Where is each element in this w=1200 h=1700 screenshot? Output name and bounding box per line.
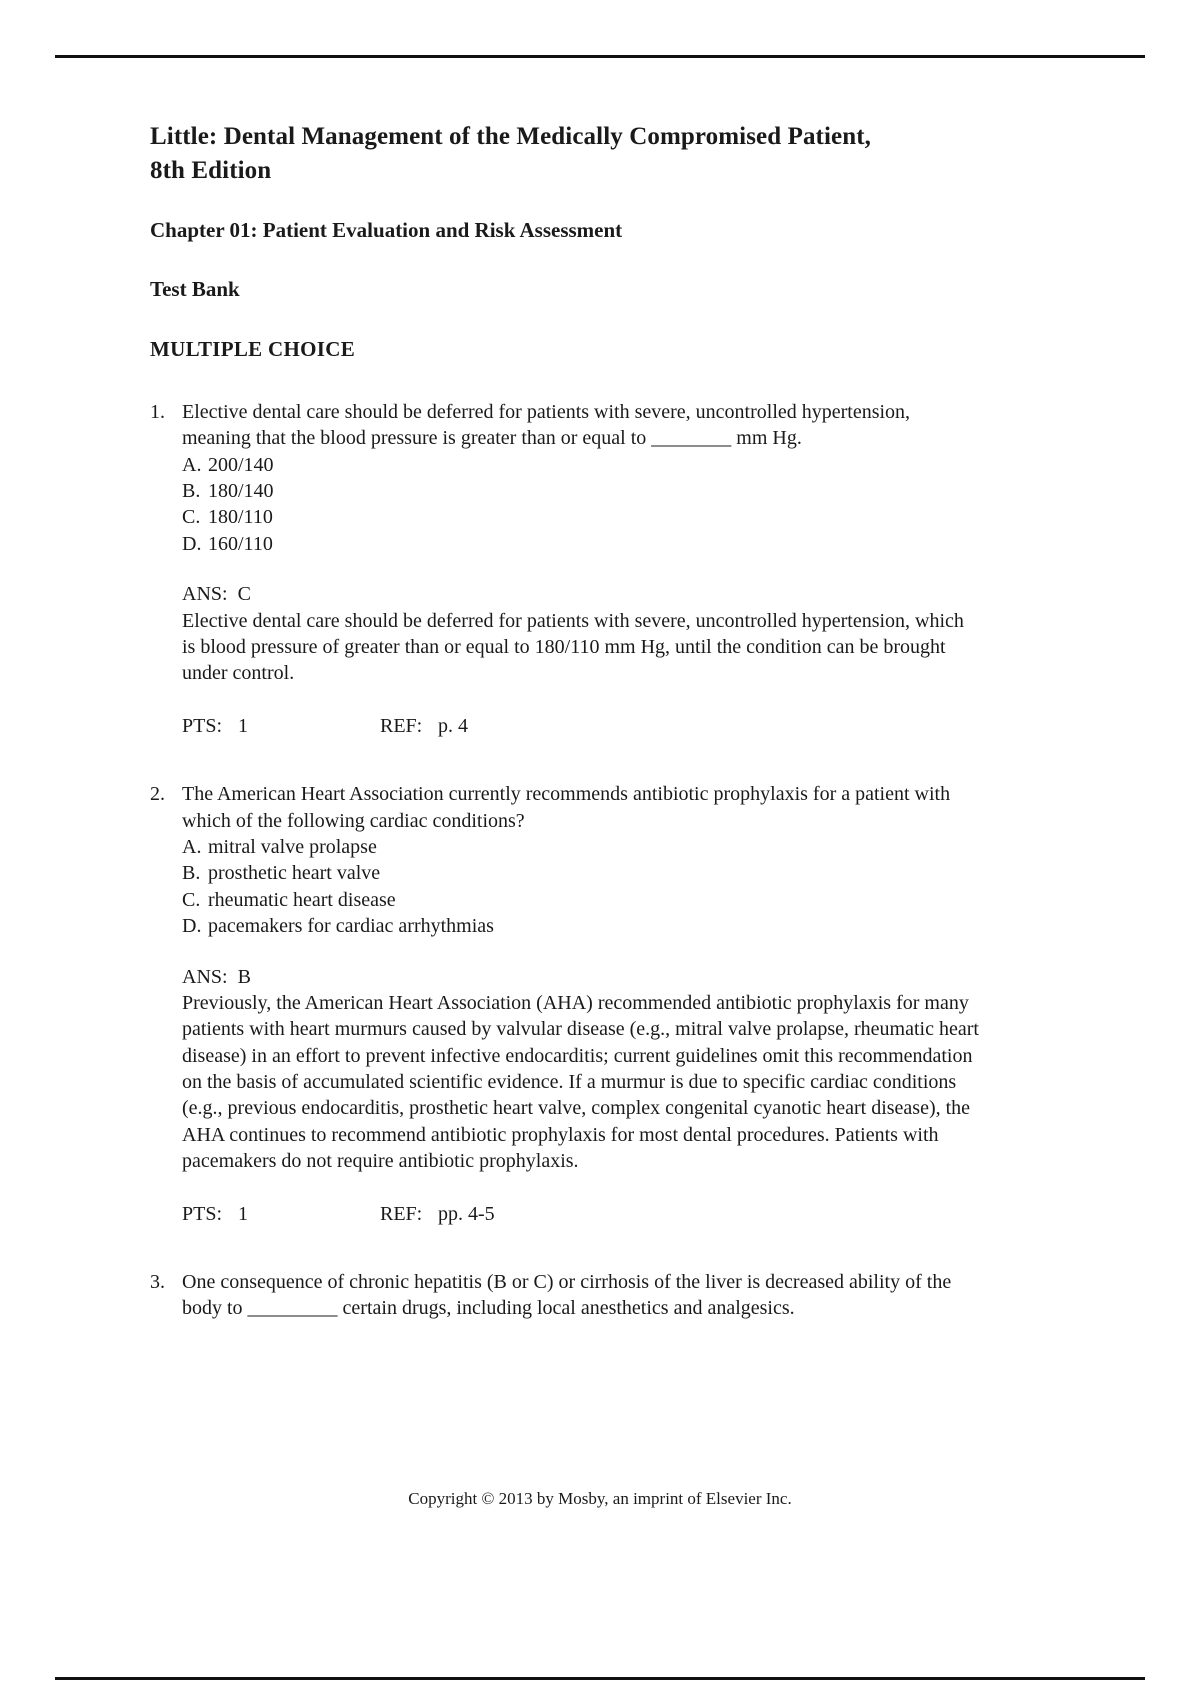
page-footer — [0, 1488, 1200, 1510]
points-reference-row — [182, 1175, 980, 1227]
answer-value: B — [237, 965, 251, 988]
option-text: rheumatic heart disease — [208, 888, 396, 911]
option-letter: A. — [182, 453, 202, 476]
question-stem: The American Heart Association currently recommends antibiotic prophylaxis for a patient with which of the following cardiac conditions? — [182, 783, 951, 832]
question-stem: Elective dental care should be deferred for patients with severe, uncontrolled hypertension, meaning that the blood pressure is greater than or equal to ________ mm Hg. — [182, 400, 911, 450]
option-letter: C. — [182, 888, 201, 911]
question-body — [182, 781, 980, 939]
answer-line — [182, 581, 980, 607]
option-item[interactable] — [182, 452, 980, 478]
reference-value: pp. 4-5 — [438, 1202, 495, 1225]
option-item[interactable] — [182, 860, 980, 886]
header-rule — [55, 55, 1145, 58]
option-text: 180/110 — [208, 506, 273, 529]
points-reference-row — [182, 687, 980, 739]
title-line-2: 8th Edition — [150, 156, 272, 184]
option-text: prosthetic heart valve — [208, 862, 381, 885]
points-label: PTS: — [182, 1202, 223, 1225]
option-item[interactable] — [182, 834, 980, 860]
points-value: 1 — [238, 714, 248, 737]
answer-label: ANS: — [182, 965, 228, 988]
question-spacer — [150, 747, 980, 781]
test-bank-label: Test Bank — [150, 277, 240, 302]
copyright-text: Copyright © 2013 by Mosby, an imprint of Elsevier Inc. — [408, 1489, 792, 1508]
points-label: PTS: — [182, 714, 223, 737]
question-row — [150, 1269, 980, 1322]
answer-rationale: Previously, the American Heart Association (AHA) recommended antibiotic prophylaxis for many patients with heart murmurs caused by valvular disease (e.g., mitral valve prolapse, rheumatic heart disease) in an effort to prevent infective endocarditis; current guidelines omit this recommendation on the basis of accumulated scientific evidence. If a murmur is due to specific cardiac conditions (e.g., previous endocarditis, prosthetic heart valve, complex congenital cyanotic heart disease), the AHA continues to recommend antibiotic prophylaxis for most dental procedures. Patients with pacemakers do not require antibiotic prophylaxis. — [182, 991, 979, 1173]
question-stem: One consequence of chronic hepatitis (B or C) or cirrhosis of the liver is decreased ability of the body to _________ certain drugs, including local anesthetics and analgesics. — [182, 1271, 952, 1320]
answer-block — [182, 940, 980, 1175]
reference-label: REF: — [380, 714, 423, 737]
page-content — [150, 120, 980, 1330]
question-row — [150, 399, 980, 557]
option-letter: C. — [182, 506, 201, 529]
reference-label: REF: — [380, 1202, 423, 1225]
question-body — [182, 1269, 980, 1322]
question-item — [150, 399, 980, 739]
option-letter: A. — [182, 835, 202, 858]
option-letter: D. — [182, 532, 202, 555]
title-line-1: Little: Dental Management of the Medically Compromised Patient, — [150, 123, 871, 150]
answer-label: ANS: — [182, 583, 228, 606]
option-list — [182, 452, 980, 558]
chapter-heading: Chapter 01: Patient Evaluation and Risk Assessment — [150, 218, 623, 242]
option-letter: B. — [182, 862, 201, 885]
answer-line — [182, 964, 980, 990]
question-item — [150, 781, 980, 1227]
option-text: mitral valve prolapse — [208, 835, 377, 858]
option-letter: D. — [182, 915, 202, 938]
option-item[interactable] — [182, 887, 980, 913]
answer-rationale: Elective dental care should be deferred for patients with severe, uncontrolled hypertension, which is blood pressure of greater than or equal to 180/110 mm Hg, until the condition can be brought under control. — [182, 609, 964, 685]
page-title — [150, 120, 980, 187]
answer-block — [182, 557, 980, 687]
option-item[interactable] — [182, 913, 980, 939]
option-letter: B. — [182, 480, 201, 503]
points-value: 1 — [238, 1202, 248, 1225]
question-number: 1. — [150, 400, 165, 423]
option-item[interactable] — [182, 504, 980, 530]
reference-value: p. 4 — [438, 714, 468, 737]
footer-rule — [55, 1677, 1145, 1680]
question-row — [150, 781, 980, 939]
option-item[interactable] — [182, 531, 980, 557]
answer-value: C — [237, 583, 251, 606]
option-text: 200/140 — [208, 453, 274, 476]
question-body — [182, 399, 980, 557]
question-item — [150, 1269, 980, 1322]
option-list — [182, 834, 980, 940]
option-text: 160/110 — [208, 532, 273, 555]
question-spacer — [150, 1235, 980, 1269]
question-number: 3. — [150, 1271, 165, 1294]
option-item[interactable] — [182, 478, 980, 504]
section-heading: MULTIPLE CHOICE — [150, 336, 356, 361]
option-text: 180/140 — [208, 480, 274, 503]
option-text: pacemakers for cardiac arrhythmias — [208, 915, 494, 938]
question-number: 2. — [150, 783, 165, 806]
